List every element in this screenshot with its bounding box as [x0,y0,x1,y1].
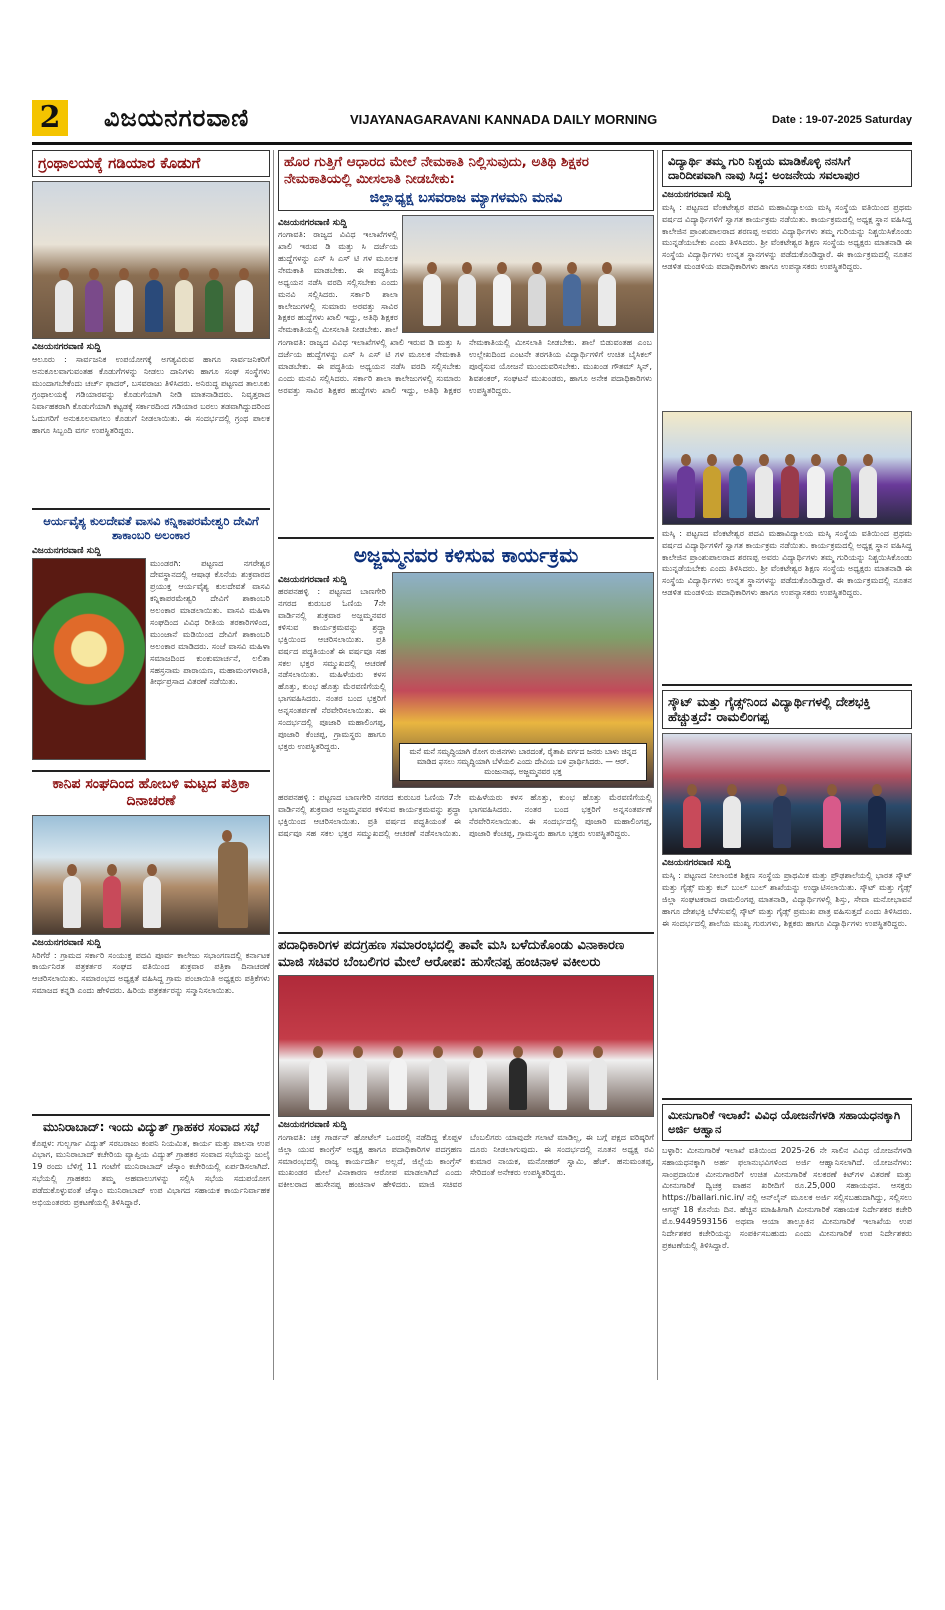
column-rule [657,150,658,1380]
article-byline: ವಿಜಯನಗರವಾಣಿ ಸುದ್ದಿ [32,545,101,556]
article-body: ಗಂಗಾವತಿ: ರಾಜ್ಯದ ವಿವಿಧ ಇಲಾಖೆಗಳಲ್ಲಿ ಖಾಲಿ ಇರುವ ಡಿ ಮತ್ತು ಸಿ ದರ್ಜೆಯ ಹುದ್ದೆಗಳನ್ನು ಎಸ್ ಸಿ ಎಸ್ ಟಿ ಗಳ ಮೂಲಕ ನೇಮಕಾತಿ ಮಾಡಬೇಕು. ಈ ಪದ್ಧತಿಯ ಅಧ್ಯಯನ ನಡೆಸಿ ವರದಿ ಸಲ್ಲಿಸಬೇಕು ಎಂದು ಮನವಿ ಸಲ್ಲಿಸಿದರು. ಸರ್ಕಾರಿ ಶಾಲಾ ಕಾಲೇಜುಗಳಲ್ಲಿ ಸುಮಾರು ಅರವತ್ತು ಸಾವಿರ ಶಿಕ್ಷಕರ ಹುದ್ದೆಗಳು ಖಾಲಿ ಇದ್ದು, ಅತಿಥಿ ಶಿಕ್ಷಕರ ನೇಮಕಾತಿಯಲ್ಲಿ ಮೀಸಲಾತಿ ನೀಡಬೇಕು. ಶಾಲೆ [278,229,398,335]
article-headline: ಸ್ಕೌಟ್ ಮತ್ತು ಗೈಡ್ಸ್‌ನಿಂದ ವಿದ್ಯಾರ್ಥಿಗಳಲ್ಲಿ ದೇಶಭಕ್ತಿ ಹೆಚ್ಚುತ್ತದೆ: ರಾಮಲಿಂಗಪ್ಪ [668,693,871,725]
article-body-continued: ಗಂಗಾವತಿ: ರಾಜ್ಯದ ವಿವಿಧ ಇಲಾಖೆಗಳಲ್ಲಿ ಖಾಲಿ ಇರುವ ಡಿ ಮತ್ತು ಸಿ ದರ್ಜೆಯ ಹುದ್ದೆಗಳನ್ನು ಎಸ್ ಸಿ ಎಸ್ ಟಿ ಗಳ ಮೂಲಕ ನೇಮಕಾತಿ ಮಾಡಬೇಕು. ಈ ಪದ್ಧತಿಯ ಅಧ್ಯಯನ ನಡೆಸಿ ವರದಿ ಸಲ್ಲಿಸಬೇಕು ಎಂದು ಮನವಿ ಸಲ್ಲಿಸಿದರು. ಸರ್ಕಾರಿ ಶಾಲಾ ಕಾಲೇಜುಗಳಲ್ಲಿ ಸುಮಾರು ಅರವತ್ತು ಸಾವಿರ ಶಿಕ್ಷಕರ ಹುದ್ದೆಗಳು ಖಾಲಿ ಇದ್ದು, ಅತಿಥಿ ಶಿಕ್ಷಕರ ನೇಮಕಾತಿಯಲ್ಲಿ ಮೀಸಲಾತಿ ನೀಡಬೇಕು. ಶಾಲೆ ಬಿಡುವಂತಹ ಎಂಬ ಉಲ್ಲೇಖದಿಂದ ಎಂಟನೇ ತರಗತಿಯ ವಿದ್ಯಾರ್ಥಿಗಳಿಗೆ ಉಚಿತ ಬೈಸಿಕಲ್ ಪೂರೈಸುವ ಯೋಜನೆ ಮುಂದುವರಿಸಬೇಕು. ಮುಖಂಡ ಗೌತಮ್ ಸ್ಕಿನ್, ಶಿವಶಂಕರ್, ಸಂಘಟನೆ ಮುಖಂಡರು, ಹಾಗೂ ಅನೇಕ ಪದಾಧಿಕಾರಿಗಳು ಉಪಸ್ಥಿತರಿದ್ದರು. [278,337,652,395]
article-fisheries [662,1104,912,1141]
article-headline: ವಿದ್ಯಾರ್ಥಿ ತಮ್ಮ ಗುರಿ ನಿಶ್ಚಯ ಮಾಡಿಕೊಳ್ಳಿ ನನಸಿಗೆ ದಾರಿದೀಪವಾಗಿ ನಾವು ಸಿದ್ಧ: ಅಂಜನೇಯ ಸವಲಾಪುರ [668,154,860,183]
article-body: ಬಳ್ಳಾರಿ: ಮೀನುಗಾರಿಕೆ ಇಲಾಖೆ ವತಿಯಿಂದ 2025-26 ನೇ ಸಾಲಿನ ವಿವಿಧ ಯೋಜನೆಗಳಡಿ ಸಹಾಯಧನಕ್ಕಾಗಿ ಅರ್ಹ ಫಲಾನುಭವಿಗಳಿಂದ ಅರ್ಜಿ ಆಹ್ವಾನಿಸಲಾಗಿದೆ. ಯೋಜನೆಗಳು: ಸಾಂಪ್ರದಾಯಿಕ ಮೀನುಗಾರರಿಗೆ ಉಚಿತ ಮೀನುಗಾರಿಕೆ ಸಲಕರಣೆ ಕಿಟ್‌ಗಳ ವಿತರಣೆ ಮತ್ತು ಮೀನುಗಾರಿಕೆ ದ್ವಿಚಕ್ರ ವಾಹನ ಖರೀದಿಗೆ ರೂ.25,000 ಸಹಾಯಧನ. ಆಸಕ್ತರು https://ballari.nic.in/ ನಲ್ಲಿ ಆನ್‌ಲೈನ್ ಮೂಲಕ ಅರ್ಜಿ ಸಲ್ಲಿಸಬಹುದಾಗಿದ್ದು, ಸಲ್ಲಿಸಲು ಆಗಸ್ಟ್ 18 ಕೊನೆಯ ದಿನ. ಹೆಚ್ಚಿನ ಮಾಹಿತಿಗಾಗಿ ಮೀನುಗಾರಿಕೆ ಸಹಾಯಕ ನಿರ್ದೇಶಕರ ಕಚೇರಿ ಮೊ.9449593156 ಅಥವಾ ಆಯಾ ತಾಲ್ಲೂಕಿನ ಮೀನುಗಾರಿಕೆ ಇಲಾಖೆಯ ಉಪ ನಿರ್ದೇಶಕರ ಕಚೇರಿಯನ್ನು ಸಂಪರ್ಕಿಸಬಹುದು ಎಂದು ಮೀನುಗಾರಿಕೆ ಉಪ ನಿರ್ದೇಶಕರು ಪ್ರಕಟಣೆಯಲ್ಲಿ ತಿಳಿಸಿದ್ದಾರೆ. [662,1144,912,1250]
article-photo [32,815,270,935]
article-body: ಮಸ್ಕಿ : ಪಟ್ಟಣದ ನೀಲಾಂಬಿಕ ಶಿಕ್ಷಣ ಸಂಸ್ಥೆಯ ಪ್ರಾಥಮಿಕ ಮತ್ತು ಪ್ರೌಢಶಾಲೆಯಲ್ಲಿ ಭಾರತ ಸ್ಕೌಟ್ ಮತ್ತು ಗೈಡ್ಸ್ ಮತ್ತು ಕಬ್ ಬುಲ್ ಬುಲ್ ಶಾಖೆಯನ್ನು ಉದ್ಘಾಟಿಸಲಾಯಿತು. ಸ್ಕೌಟ್ ಮತ್ತು ಗೈಡ್ಸ್ ಜಿಲ್ಲಾ ಸಂಘಟಕರಾದ ರಾಮಲಿಂಗಪ್ಪ ಮಾತನಾಡಿ, ವಿದ್ಯಾರ್ಥಿಗಳಲ್ಲಿ ಶಿಸ್ತು, ಸೇವಾ ಮನೋಭಾವನೆ ಹಾಗೂ ದೇಶಭಕ್ತಿ ಬೆಳೆಸುವಲ್ಲಿ ಸ್ಕೌಟ್ ಮತ್ತು ಗೈಡ್ಸ್ ಪ್ರಮುಖ ಪಾತ್ರ ವಹಿಸುತ್ತದೆ ಎಂದು ತಿಳಿಸಿದರು. ಈ ಸಂದರ್ಭದಲ್ಲಿ ಶಾಲೆಯ ಮುಖ್ಯ ಗುರುಗಳು, ಶಿಕ್ಷಕರು ಹಾಗೂ ವಿದ್ಯಾರ್ಥಿಗಳು ಉಪಸ್ಥಿತರಿದ್ದರು. [662,870,912,928]
article-installation-ceremony [278,938,654,1308]
article-headline: ಆರ್ಯವೈಶ್ಯ ಕುಲದೇವತೆ ವಾಸವಿ ಕನ್ನಿಕಾಪರಮೇಶ್ವರಿ ದೇವಿಗೆ ಶಾಕಾಂಬರಿ ಅಲಂಕಾರ [43,513,259,543]
article-headline: ಪದಾಧಿಕಾರಿಗಳ ಪದಗ್ರಹಣ ಸಮಾರಂಭದಲ್ಲಿ ತಾವೇ ಮಸಿ ಬಳೆದುಕೊಂಡು ವಿನಾಕಾರಣ ಮಾಜಿ ಸಚಿವರ ಬೆಂಬಲಿಗರ ಮೇಲೆ ಆರೋಪ: ಹುಸೇನಪ್ಪ ಹಂಚಿನಾಳ ವಕೀಲರು [278,938,625,970]
article-ajjammanavara [278,543,654,928]
article-photo [662,411,912,525]
article-library-clock [32,150,270,177]
article-byline: ವಿಜಯನಗರವಾಣಿ ಸುದ್ದಿ [32,341,101,352]
issue-date: Date : 19-07-2025 Saturday [771,114,912,126]
article-headline: ಕಾನಿಪ ಸಂಘದಿಂದ ಹೋಬಳಿ ಮಟ್ಟದ ಪತ್ರಿಕಾ ದಿನಾಚರಣೆ [52,775,250,809]
article-body: ಸಿರಿಗೆರೆ : ಗ್ರಾಮದ ಸರ್ಕಾರಿ ಸಂಯುಕ್ತ ಪದವಿ ಪೂರ್ವ ಕಾಲೇಜು ಸಭಾಂಗಣದಲ್ಲಿ ಕರ್ನಾಟಕ ಕಾರ್ಯನಿರತ ಪತ್ರಕರ್ತರ ಸಂಘದ ವತಿಯಿಂದ ಶುಕ್ರವಾರ ಪತ್ರಿಕಾ ದಿನಾಚರಣೆ ಆಚರಿಸಲಾಯಿತು. ಸಮಾರಂಭದ ಅಧ್ಯಕ್ಷತೆ ವಹಿಸಿದ್ದ ಗ್ರಾಮ ಪಂಚಾಯಿತಿ ಅಧ್ಯಕ್ಷರು ಪತ್ರಿಕೆಗಳು ಸಮಾಜದ ಕನ್ನಡಿ ಎಂದು ಹೇಳಿದರು. ಹಿರಿಯ ಪತ್ರಕರ್ತರನ್ನು ಸನ್ಮಾನಿಸಲಾಯಿತು. [32,949,270,996]
article-subhead: ಜಿಲ್ಲಾಧ್ಯಕ್ಷ ಬಸವರಾಜ ಮ್ಯಾಗಳಮನಿ ಮನವಿ [369,189,563,206]
article-press-day [32,776,270,1110]
article-photo [402,215,654,333]
article-byline: ವಿಜಯನಗರವಾಣಿ ಸುದ್ದಿ [32,937,101,948]
column-1 [32,150,270,1288]
article-body: ಹರಪನಹಳ್ಳಿ : ಪಟ್ಟಣದ ಬಾಣಗೇರಿ ನಗರದ ಕುರುಬರ ಓಣಿಯ 7ನೇ ವಾರ್ಡಿನಲ್ಲಿ ಶುಕ್ರವಾರ ಅಜ್ಜಮ್ಮನವರ ಕಳಿಸುವ ಕಾರ್ಯಕ್ರಮವನ್ನು ಶ್ರದ್ಧಾ ಭಕ್ತಿಯಿಂದ ಆಚರಿಸಲಾಯಿತು. ಪ್ರತಿ ವರ್ಷದ ಪದ್ಧತಿಯಂತೆ ಈ ವರ್ಷವೂ ಸಹ ಸಕಲ ಭಕ್ತರ ಸಮ್ಮುಖದಲ್ಲಿ ಆಚರಣೆ ನಡೆಸಲಾಯಿತು. ಮಹಿಳೆಯರು ಕಳಸ ಹೊತ್ತು, ಕುಂಭ ಹೊತ್ತು ಮೆರವಣಿಗೆಯಲ್ಲಿ ಭಾಗವಹಿಸಿದರು. ನಂತರ ಬಂದ ಭಕ್ತರಿಗೆ ಅನ್ನಸಂತರ್ಪಣೆ ನೆರವೇರಿಸಲಾಯಿತು. ಈ ಸಂದರ್ಭದಲ್ಲಿ ಪೂಜಾರಿ ಮಹಾಲಿಂಗಪ್ಪ, ಪೂಜಾರಿ ಕೆಂಚಪ್ಪ, ಗ್ರಾಮಸ್ಥರು ಹಾಗೂ ಭಕ್ತರು ಉಪಸ್ಥಿತರಿದ್ದರು. [278,586,386,751]
article-byline: ವಿಜಯನಗರವಾಣಿ ಸುದ್ದಿ [278,218,347,229]
page-number: 2 [32,100,68,136]
article-scout-guides [662,690,912,729]
article-photo [278,975,654,1117]
article-vasavi-devi [32,514,270,766]
article-photo [32,558,146,760]
article-photo [662,733,912,855]
article-photo [32,181,270,339]
article-headline: ಮುನಿರಾಬಾದ್: ಇಂದು ವಿದ್ಯುತ್ ಗ್ರಾಹಕರ ಸಂವಾದ ಸಭೆ [43,1119,259,1134]
masthead-kannada-title: ವಿಜಯನಗರವಾಣಿ [104,104,250,132]
article-electricity-meeting [32,1120,270,1288]
article-headline: ಅಜ್ಜಮ್ಮನವರ ಕಳಿಸುವ ಕಾರ್ಯಕ್ರಮ [353,543,579,568]
article-body: ಮುಂಡರಗಿ: ಪಟ್ಟಣದ ನಗರೇಶ್ವರ ದೇವಸ್ಥಾನದಲ್ಲಿ ಆಷಾಢ ಕೊನೆಯ ಶುಕ್ರವಾರದ ಪ್ರಯುಕ್ತ ಆರ್ಯವೈಶ್ಯ ಕುಲದೇವತೆ ವಾಸವಿ ಕನ್ನಿಕಾಪರಮೇಶ್ವರಿ ದೇವಿಗೆ ಶಾಕಾಂಬರಿ ಅಲಂಕಾರ ಮಾಡಲಾಯಿತು. ವಾಸವಿ ಮಹಿಳಾ ಸಂಘದಿಂದ ವಿವಿಧ ರೀತಿಯ ತರಕಾರಿಗಳಿಂದ, ಮುಂಜಾನೆ ಮಡಿಯಿಂದ ದೇವಿಗೆ ಶಾಕಾಂಬರಿ ಅಲಂಕಾರ ಮಾಡಿದರು. ಸಂಜೆ ವಾಸವಿ ಮಹಿಳಾ ಸಮಾಜದಿಂದ ಕುಂಕುಮಾರ್ಚನೆ, ಲಲಿತಾ ಸಹಸ್ರನಾಮ ಪಾರಾಯಣ, ಮಹಾಮಂಗಳಾರತಿ, ತೀರ್ಥಪ್ರಸಾದ ವಿತರಣೆ ನಡೆಯಿತು. [150,557,270,687]
article-body: ಗಂಗಾವತಿ: ಚಕ್ರ ಗಾರ್ಡನ್ ಹೋಟೆಲ್ ಒಂದರಲ್ಲಿ ನಡೆದಿದ್ದ ಕೊಪ್ಪಳ ಜಿಲ್ಲಾ ಯುವ ಕಾಂಗ್ರೆಸ್ ಅಧ್ಯಕ್ಷ ಹಾಗೂ ಪದಾಧಿಕಾರಿಗಳ ಪದಗ್ರಹಣ ಸಮಾರಂಭದಲ್ಲಿ ರಾಜ್ಯ ಕಾರ್ಯದರ್ಶಿ ಅಲ್ಲದೆ, ಜಿಲ್ಲೆಯ ಕಾಂಗ್ರೆಸ್ ಮುಖಂಡರ ಮೇಲೆ ವಿನಾಕಾರಣ ಆರೋಪ ಮಾಡಲಾಗಿದೆ ಎಂದು ವಕೀಲರಾದ ಹುಸೇನಪ್ಪ ಹಂಚಿನಾಳ ಹೇಳಿದರು. ಮಾಜಿ ಸಚಿವರ ಬೆಂಬಲಿಗರು ಯಾವುದೇ ಗಲಾಟೆ ಮಾಡಿಲ್ಲ, ಈ ಬಗ್ಗೆ ಪಕ್ಷದ ವರಿಷ್ಠರಿಗೆ ದೂರು ನೀಡಲಾಗುವುದು. ಈ ಸಂದರ್ಭದಲ್ಲಿ ನೂತನ ಅಧ್ಯಕ್ಷ ರವಿ ಕುಮಾರ ನಾಯಕ, ಮನೋಹರ್ ಸ್ವಾಮಿ, ಹೆಚ್. ಹನುಮಂತಪ್ಪ, ಸೇರಿದಂತೆ ಅನೇಕರು ಉಪಸ್ಥಿತರಿದ್ದರು. [278,1131,654,1190]
article-body-continued: ಮಸ್ಕಿ : ಪಟ್ಟಣದ ವೆಂಕಟೇಶ್ವರ ಪದವಿ ಮಹಾವಿದ್ಯಾಲಯ ಮಸ್ಕಿ ಸಂಸ್ಥೆಯ ವತಿಯಿಂದ ಪ್ರಥಮ ವರ್ಷದ ವಿದ್ಯಾರ್ಥಿಗಳಿಗೆ ಸ್ವಾಗತ ಕಾರ್ಯಕ್ರಮ ನಡೆಯಿತು. ಕಾರ್ಯಕ್ರಮದಲ್ಲಿ ಅಧ್ಯಕ್ಷ ಸ್ಥಾನ ವಹಿಸಿದ್ದ ಕಾಲೇಜಿನ ಪ್ರಾಂಶುಪಾಲರಾದ ಶರಣಪ್ಪ ಅವರು ವಿದ್ಯಾರ್ಥಿಗಳು ತಮ್ಮ ಗುರಿಯನ್ನು ನಿಶ್ಚಯಿಸಿಕೊಂಡು ಮುನ್ನಡೆಯಬೇಕು ಎಂದು ತಿಳಿಸಿದರು. ಶ್ರೀ ವೆಂಕಟೇಶ್ವರ ಶಿಕ್ಷಣ ಸಂಸ್ಥೆಯ ಅಧ್ಯಕ್ಷರು ಮಾತನಾಡಿ ಈ ಸಂಸ್ಥೆಯ ವಿದ್ಯಾರ್ಥಿಗಳು ಉನ್ನತ ಸ್ಥಾನಗಳನ್ನು ಪಡೆದುಕೊಂಡಿದ್ದಾರೆ. ಈ ಕಾರ್ಯಕ್ರಮದಲ್ಲಿ ನೂತನ ಆಡಳಿತ ಮಂಡಳಿಯ ಪದಾಧಿಕಾರಿಗಳು ಹಾಗೂ ಉಪನ್ಯಾಸಕರು ಉಪಸ್ಥಿತರಿದ್ದರು. [662,527,912,598]
article-students-goal [662,150,912,187]
article-byline: ವಿಜಯನಗರವಾಣಿ ಸುದ್ದಿ [278,575,347,586]
article-body: ಮಸ್ಕಿ : ಪಟ್ಟಣದ ವೆಂಕಟೇಶ್ವರ ಪದವಿ ಮಹಾವಿದ್ಯಾಲಯ ಮಸ್ಕಿ ಸಂಸ್ಥೆಯ ವತಿಯಿಂದ ಪ್ರಥಮ ವರ್ಷದ ವಿದ್ಯಾರ್ಥಿಗಳಿಗೆ ಸ್ವಾಗತ ಕಾರ್ಯಕ್ರಮ ನಡೆಯಿತು. ಕಾರ್ಯಕ್ರಮದಲ್ಲಿ ಅಧ್ಯಕ್ಷ ಸ್ಥಾನ ವಹಿಸಿದ್ದ ಕಾಲೇಜಿನ ಪ್ರಾಂಶುಪಾಲರಾದ ಶರಣಪ್ಪ ಅವರು ವಿದ್ಯಾರ್ಥಿಗಳು ತಮ್ಮ ಗುರಿಯನ್ನು ನಿಶ್ಚಯಿಸಿಕೊಂಡು ಮುನ್ನಡೆಯಬೇಕು ಎಂದು ತಿಳಿಸಿದರು. ಶ್ರೀ ವೆಂಕಟೇಶ್ವರ ಶಿಕ್ಷಣ ಸಂಸ್ಥೆಯ ಅಧ್ಯಕ್ಷರು ಮಾತನಾಡಿ ಈ ಸಂಸ್ಥೆಯ ವಿದ್ಯಾರ್ಥಿಗಳು ಉನ್ನತ ಸ್ಥಾನಗಳನ್ನು ಪಡೆದುಕೊಂಡಿದ್ದಾರೆ. ಈ ಕಾರ್ಯಕ್ರಮದಲ್ಲಿ ನೂತನ ಆಡಳಿತ ಮಂಡಳಿಯ ಪದಾಧಿಕಾರಿಗಳು ಹಾಗೂ ಉಪನ್ಯಾಸಕರು ಉಪಸ್ಥಿತರಿದ್ದರು. [662,201,912,272]
article-photo [392,572,654,788]
article-body: ಆಲೂರು : ಸಾರ್ವಜನಿಕ ಉಪಯೋಗಕ್ಕೆ ಅಗತ್ಯವಿರುವ ಹಾಗೂ ಸಾರ್ವಜನಿಕರಿಗೆ ಅನುಕೂಲವಾಗುವಂತಹ ಕೊಡುಗೆಗಳನ್ನು ನೀಡಲು ದಾನಿಗಳು ಹಾಗೂ ಸಂಘ ಸಂಸ್ಥೆಗಳು ಮುಂದಾಗಬೇಕೆಂದು ಚರ್ಚ್ ಫಾದರ್, ಬಸವರಾಜು ತಿಳಿಸಿದರು. ಅನಿರುದ್ಧ ಪಟ್ಟಣದ ತಾಲೂಕು ಗ್ರಂಥಾಲಯಕ್ಕೆ ಗಡಿಯಾರವನ್ನು ಕೊಡುಗೆಯಾಗಿ ನೀಡಿ ಮಾತನಾಡಿದರು. ನಿವೃತ್ತರಾದ ನಿರ್ವಾಹಕರಾಗಿ ಕೊಡುಗೆಯಾಗಿ ಕಟ್ಟಡಕ್ಕೆ ಸರ್ಕಾರದಿಂದ ಗಡಿಯಾರ ಬರಲು ತಡವಾಗಿದ್ದುದರಿಂದ ಓದುಗರಿಗೆ ಅನುಕೂಲವಾಗಲು ಕೊಡುಗೆ ನೀಡಲಾಯಿತು. ಈ ಸಂದರ್ಭದಲ್ಲಿ ಗ್ರಂಥ ಪಾಲಕ ಹಾಗೂ ಸಿಬ್ಬಂದಿ ವರ್ಗ ಉಪಸ್ಥಿತರಿದ್ದರು. [32,353,270,436]
column-3 [662,150,912,1341]
article-outsourcing [278,150,654,211]
article-body: ಕೊಪ್ಪಳ: ಗುಲ್ಬರ್ಗಾ ವಿದ್ಯುತ್ ಸರಬರಾಜು ಕಂಪನಿ ನಿಯಮಿತ, ಕಾರ್ಯ ಮತ್ತು ಪಾಲನಾ ಉಪ ವಿಭಾಗ, ಮುನಿರಾಬಾದ್ ಕಚೇರಿಯ ವ್ಯಾಪ್ತಿಯ ವಿದ್ಯುತ್ ಗ್ರಾಹಕರ ಸಂವಾದ ಸಭೆಯನ್ನು ಜುಲೈ 19 ರಂದು ಬೆಳಿಗ್ಗೆ 11 ಗಂಟೆಗೆ ಮುನಿರಾಬಾದ್ ಜೆಸ್ಕಾಂ ಕಚೇರಿಯಲ್ಲಿ ಏರ್ಪಡಿಸಲಾಗಿದೆ. ಸಭೆಯಲ್ಲಿ ಗ್ರಾಹಕರು ತಮ್ಮ ಅಹವಾಲುಗಳನ್ನು ಸಲ್ಲಿಸಿ ಸಭೆಯ ಸದುಪಯೋಗ ಪಡೆದುಕೊಳ್ಳುವಂತೆ ಜೆಸ್ಕಾಂ ಮುನಿರಾಬಾದ್ ಉಪ ವಿಭಾಗದ ಸಹಾಯಕ ಕಾರ್ಯನಿರ್ವಾಹಕ ಅಭಿಯಂತರರು ಪ್ರಕಟಣೆಯಲ್ಲಿ ತಿಳಿಸಿದ್ದಾರೆ. [32,1137,270,1207]
article-byline: ವಿಜಯನಗರವಾಣಿ ಸುದ್ದಿ [278,1119,347,1130]
article-byline: ವಿಜಯನಗರವಾಣಿ ಸುದ್ದಿ [662,189,731,200]
article-body-continued: ಹರಪನಹಳ್ಳಿ : ಪಟ್ಟಣದ ಬಾಣಗೇರಿ ನಗರದ ಕುರುಬರ ಓಣಿಯ 7ನೇ ವಾರ್ಡಿನಲ್ಲಿ ಶುಕ್ರವಾರ ಅಜ್ಜಮ್ಮನವರ ಕಳಿಸುವ ಕಾರ್ಯಕ್ರಮವನ್ನು ಶ್ರದ್ಧಾ ಭಕ್ತಿಯಿಂದ ಆಚರಿಸಲಾಯಿತು. ಪ್ರತಿ ವರ್ಷದ ಪದ್ಧತಿಯಂತೆ ಈ ವರ್ಷವೂ ಸಹ ಸಕಲ ಭಕ್ತರ ಸಮ್ಮುಖದಲ್ಲಿ ಆಚರಣೆ ನಡೆಸಲಾಯಿತು. ಮಹಿಳೆಯರು ಕಳಸ ಹೊತ್ತು, ಕುಂಭ ಹೊತ್ತು ಮೆರವಣಿಗೆಯಲ್ಲಿ ಭಾಗವಹಿಸಿದರು. ನಂತರ ಬಂದ ಭಕ್ತರಿಗೆ ಅನ್ನಸಂತರ್ಪಣೆ ನೆರವೇರಿಸಲಾಯಿತು. ಈ ಸಂದರ್ಭದಲ್ಲಿ ಪೂಜಾರಿ ಮಹಾಲಿಂಗಪ್ಪ, ಪೂಜಾರಿ ಕೆಂಚಪ್ಪ, ಗ್ರಾಮಸ್ಥರು ಹಾಗೂ ಭಕ್ತರು ಉಪಸ್ಥಿತರಿದ್ದರು. [278,792,652,838]
masthead [32,100,912,145]
article-headline: ಗ್ರಂಥಾಲಯಕ್ಕೆ ಗಡಿಯಾರ ಕೊಡುಗೆ [38,154,201,172]
column-2 [278,150,654,1308]
article-byline: ವಿಜಯನಗರವಾಣಿ ಸುದ್ದಿ [662,858,731,868]
article-headline: ಮೀನುಗಾರಿಕೆ ಇಲಾಖೆ: ವಿವಿಧ ಯೋಜನೆಗಳಡಿ ಸಹಾಯಧನಕ್ಕಾಗಿ ಅರ್ಜಿ ಆಹ್ವಾನ [668,1108,901,1137]
column-rule [273,150,274,1380]
photo-caption: ಮನೆ ಮನೆ ಸಮೃದ್ಧಿಯಾಗಿ ರೋಗ ರುಜಿನಗಳು ಬಾರದಂತೆ, ರೈತಾಪಿ ವರ್ಗದ ಜನರು ಬಾಳು ಚಿನ್ನದ ಮಾಡಿದ ಫಸಲು ಸಮೃದ್ಧಿಯಾಗಿ ಬೆಳೆಯಲಿ ಎಂದು ದೇವಿಯ ಬಳಿ ಪ್ರಾರ್ಥಿಸಿದರು. — ಆರ್. ಮಂಜುನಾಥ, ಅಜ್ಜಮ್ಮನವರ ಭಕ್ತ [399,743,647,781]
masthead-english-title: VIJAYANAGARAVANI KANNADA DAILY MORNING [350,112,658,127]
article-headline: ಹೊರ ಗುತ್ತಿಗೆ ಆಧಾರದ ಮೇಲೆ ನೇಮಕಾತಿ ನಿಲ್ಲಿಸುವುದು, ಅತಿಥಿ ಶಿಕ್ಷಕರ ನೇಮಕಾತಿಯಲ್ಲಿ ಮೀಸಲಾತಿ ನೀಡಬೇಕು: [284,154,589,187]
